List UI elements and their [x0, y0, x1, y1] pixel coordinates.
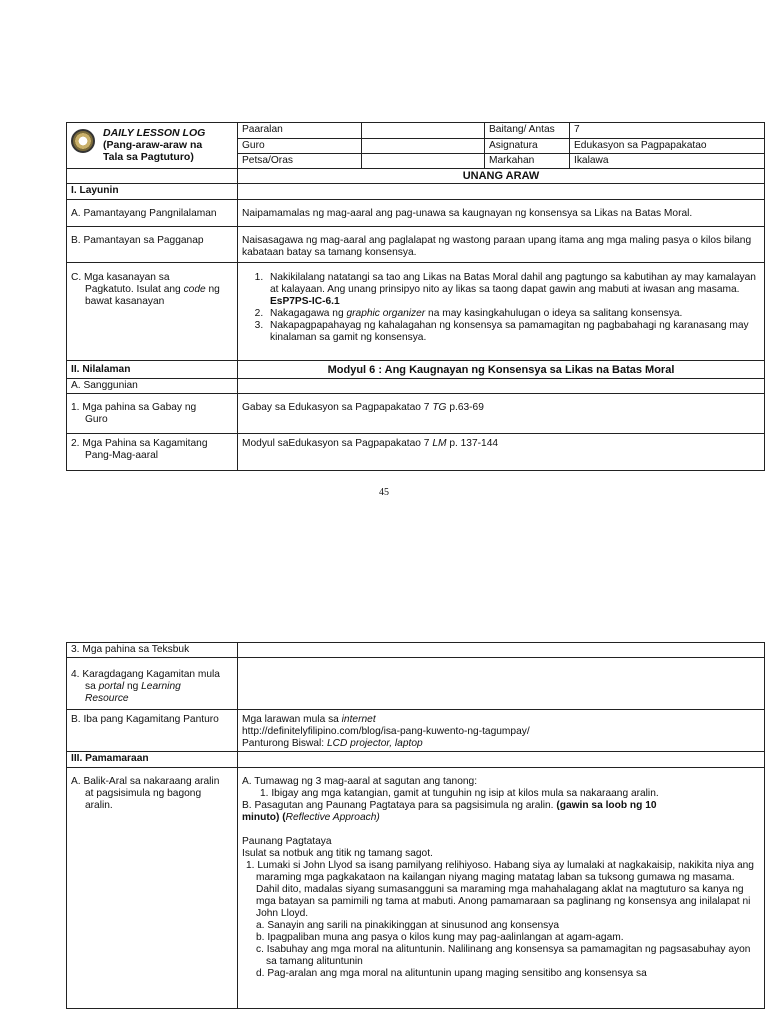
gabay-label	[67, 394, 238, 434]
paunang-pagtataya-title: Paunang Pagtataya	[242, 836, 332, 847]
label-guro: Guro	[238, 139, 362, 154]
kagamitan-label	[67, 434, 238, 471]
row-a-label: A. Pamantayang Pangnilalaman	[67, 200, 238, 227]
kasanayan-2-text-b: na may kasingkahulugan o ideya sa salitang konsensya.	[428, 308, 683, 319]
kasanayan-2-text-a: Nakagagawa ng	[270, 308, 344, 319]
iba-value	[238, 710, 765, 752]
kagamitan-value-b: p. 137-144	[449, 438, 499, 449]
balik-line-3	[242, 800, 760, 812]
value-baitang: 7	[570, 123, 765, 139]
value-petsa	[362, 154, 485, 169]
balik-line-3a: B. Pasagutan ang Paunang Pagtataya para sa pagsisimula ng aralin.	[242, 800, 554, 811]
balik-line-4	[242, 812, 760, 824]
lesson-log-table-page2	[66, 642, 765, 1009]
row-c-label-code: code	[183, 284, 206, 295]
sanggunian-blank	[238, 379, 765, 394]
header-title-block	[103, 127, 205, 163]
karagdagan-label	[67, 658, 238, 710]
balik-label-2: at pagsisimula ng bagong	[85, 788, 202, 799]
value-markahan: Ikalawa	[570, 154, 765, 169]
karagdagan-label-1: 4. Karagdagang Kagamitan mula	[71, 669, 220, 680]
value-asignatura: Edukasyon sa Pagpapakatao	[570, 139, 765, 154]
lesson-log-table-page1	[66, 122, 765, 471]
gabay-label-2: Guro	[85, 414, 108, 425]
balik-label-3: aralin.	[85, 800, 113, 811]
row-c-label-1: C. Mga kasanayan sa	[71, 272, 170, 283]
header-logo-cell	[67, 123, 238, 169]
balik-line-1: A. Tumawag ng 3 mag-aaral at sagutan ang tanong:	[242, 776, 478, 787]
kagamitan-value-lm: LM	[432, 438, 447, 449]
deped-seal-icon	[71, 129, 95, 153]
kagamitan-label-1: 2. Mga Pahina sa Kagamitang	[71, 438, 208, 449]
karagdagan-3-resource: Resource	[85, 693, 129, 704]
dll-subtitle-1: (Pang-araw-araw na	[103, 139, 203, 151]
teksbuk-label: 3. Mga pahina sa Teksbuk	[67, 643, 238, 658]
balik-line-4b: (	[282, 812, 286, 823]
gabay-value	[238, 394, 765, 434]
iba-line-1	[242, 714, 760, 726]
row-c-value	[238, 263, 765, 361]
balik-line-3b: (gawin sa loob ng 10	[556, 800, 657, 811]
iba-line-3-devices: LCD projector, laptop	[326, 738, 423, 749]
row-c-label-2: Pagkatuto. Isulat ang	[85, 284, 181, 295]
balik-value	[238, 768, 765, 1009]
section-layunin: I. Layunin	[67, 184, 238, 200]
karagdagan-2-portal: portal	[98, 681, 125, 692]
dll-subtitle-2: Tala sa Pagtuturo)	[103, 151, 194, 163]
paunang-instruction: Isulat sa notbuk ang titik ng tamang sagot.	[242, 848, 433, 859]
karagdagan-label-2	[71, 681, 233, 693]
kasanayan-1-text: Nakikilalang natatangi sa tao ang Likas na Batas Moral dahil ang pagtungo sa kabutihan ay may kamalayan at kalayaan. Ang unang prinsipyo nito ay likas sa taong dapat gawin ang mabuti at iwasan ang masama.	[270, 272, 756, 295]
karagdagan-2b: ng	[126, 681, 139, 692]
gabay-value-tg: TG	[432, 402, 447, 413]
row-c-label-3: ng	[208, 284, 220, 295]
label-paaralan: Paaralan	[238, 123, 362, 139]
value-guro	[362, 139, 485, 154]
choice-b: b. Ipagpaliban muna ang pasya o kilos kung may pag-aalinlangan at agam-agam.	[256, 932, 624, 943]
teksbuk-value	[238, 643, 765, 658]
karagdagan-value	[238, 658, 765, 710]
row-b-label: B. Pamantayan sa Pagganap	[67, 227, 238, 263]
layunin-blank	[238, 184, 765, 200]
value-paaralan	[362, 123, 485, 139]
balik-spacer	[242, 824, 760, 836]
kagamitan-label-2: Pang-Mag-aaral	[85, 450, 159, 461]
day-blank-cell	[67, 169, 238, 184]
label-asignatura: Asignatura	[485, 139, 570, 154]
balik-line-2: 1. Ibigay ang mga katangian, gamit at tunguhin ng isip at kilos mula sa nakaraang aralin.	[260, 788, 659, 799]
kagamitan-value	[238, 434, 765, 471]
pamamaraan-blank	[238, 752, 765, 768]
iba-line-3	[242, 738, 760, 750]
choice-c: c. Isabuhay ang mga moral na alituntunin. Nalilinang ang konsensya sa pamamagitan ng pagsasabuhay ayon sa tamang alituntunin	[256, 944, 751, 967]
gabay-value-a: Gabay sa Edukasyon sa Pagpapakatao 7	[242, 402, 430, 413]
iba-line-3a: Panturong Biswal:	[242, 738, 325, 749]
row-c-label	[67, 263, 238, 361]
balik-label-1: A. Balik-Aral sa nakaraang aralin	[71, 776, 220, 787]
kagamitan-value-a: Modyul saEdukasyon sa Pagpapakatao 7	[242, 438, 430, 449]
dll-title: DAILY LESSON LOG	[103, 127, 206, 139]
row-b-value: Naisasagawa ng mag-aaral ang paglalapat ng wastong paraan upang itama ang mga maling pasya o kilos bilang kabataan batay sa tamang konsensya.	[238, 227, 765, 263]
section-pamamaraan: III. Pamamaraan	[67, 752, 238, 768]
kasanayan-2-em: graphic organizer	[346, 308, 426, 319]
row-c-label-4: bawat kasanayan	[85, 296, 165, 307]
iba-url: http://definitelyfilipino.com/blog/isa-pang-kuwento-ng-tagumpay/	[242, 726, 530, 737]
page-number: 45	[379, 487, 389, 498]
kasanayan-item-1	[266, 272, 760, 308]
gabay-value-b: p.63-69	[449, 402, 484, 413]
balik-line-4a: minuto)	[242, 812, 280, 823]
kasanayan-list	[242, 272, 760, 344]
choice-a: a. Sanayin ang sarili na pinakikinggan at sinusunod ang konsensya	[256, 920, 560, 931]
choice-d: d. Pag-aralan ang mga moral na alituntunin upang maging sensitibo ang konsensya sa	[256, 968, 647, 979]
iba-label: B. Iba pang Kagamitang Panturo	[67, 710, 238, 752]
karagdagan-2-learning: Learning	[141, 681, 181, 692]
karagdagan-2a: sa	[85, 681, 96, 692]
section-nilalaman: II. Nilalaman	[67, 361, 238, 379]
balik-label	[67, 768, 238, 1009]
row-a-value: Naipamamalas ng mag-aaral ang pag-unawa sa kaugnayan ng konsensya sa Likas na Batas Moral.	[238, 200, 765, 227]
iba-line-1-internet: internet	[341, 714, 376, 725]
question-1: 1. Lumaki si John Llyod sa isang pamilyang relihiyoso. Habang siya ay lumalaki at nagkakaisip, nakikita niya ang maraming mga pagkakataon na kailangan niyang maging matatag laban sa tuksong gumawa ng masama. Dahil dito, madalas siyang sumasangguni sa maraming mga mahahalagang aklat na magtuturo sa kanya ng mga batayan sa pamimili ng tama at mabuti. Anong pamamaraan sa paglinang ng konsensya ang inilalapat ni John Lloyd.	[246, 860, 754, 919]
sanggunian-label: A. Sanggunian	[67, 379, 238, 394]
kasanayan-item-3: 3. Nakapagpapahayag ng kahalagahan ng konsensya sa pamamagitan ng pagbabahagi ng karanasang may kinalaman sa gamit ng konsensya.	[266, 320, 760, 344]
kasanayan-1-code: EsP7PS-IC-6.1	[270, 296, 340, 307]
iba-line-1a: Mga larawan mula sa	[242, 714, 339, 725]
label-petsa: Petsa/Oras	[238, 154, 362, 169]
day-heading: UNANG ARAW	[238, 169, 765, 184]
label-baitang: Baitang/ Antas	[485, 123, 570, 139]
row-c-label-2-line	[71, 284, 233, 296]
label-markahan: Markahan	[485, 154, 570, 169]
balik-line-4-em: Reflective Approach)	[285, 812, 380, 823]
kasanayan-item-2	[266, 308, 760, 320]
gabay-label-1: 1. Mga pahina sa Gabay ng	[71, 402, 197, 413]
nilalaman-value: Modyul 6 : Ang Kaugnayan ng Konsensya sa Likas na Batas Moral	[238, 361, 765, 379]
karagdagan-label-3	[71, 693, 233, 705]
